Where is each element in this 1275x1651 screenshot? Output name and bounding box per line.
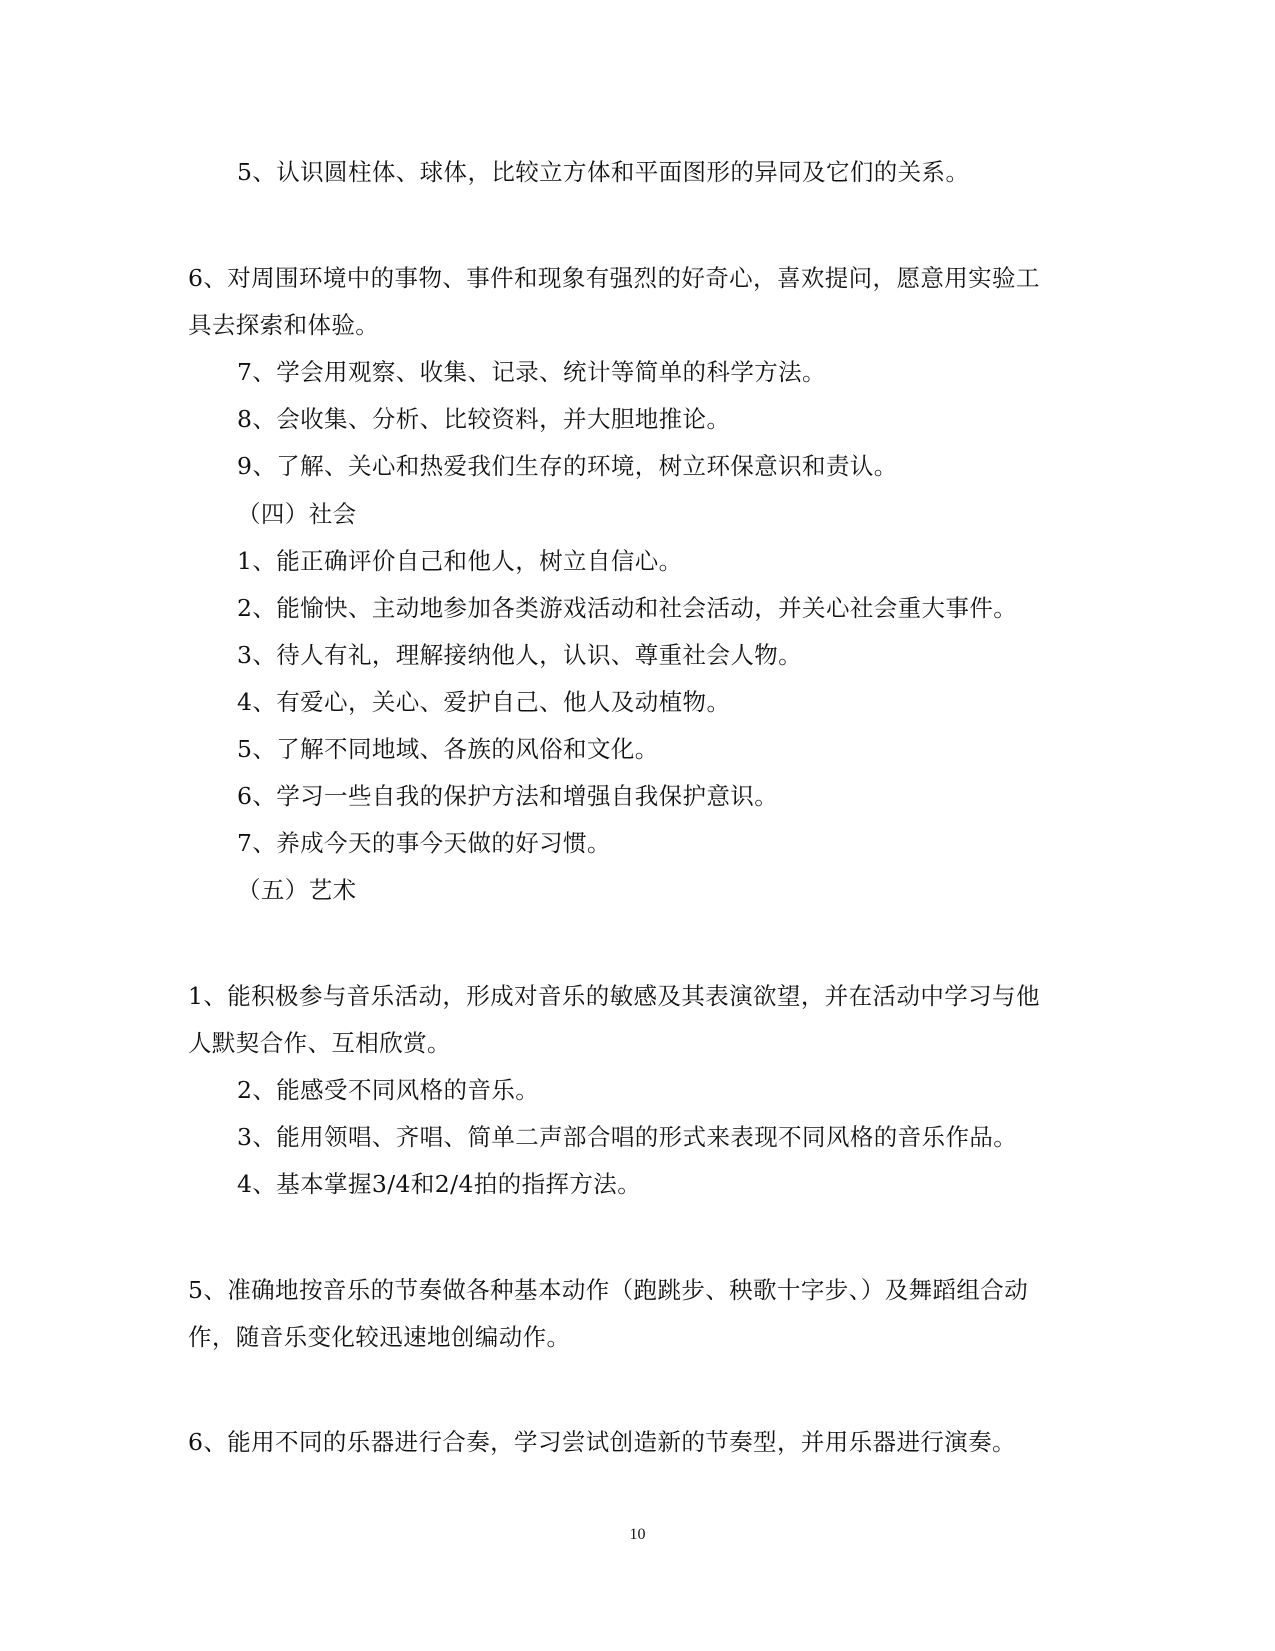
section-heading: （四）社会 xyxy=(237,500,357,528)
text-line: 8、会收集、分析、比较资料，并大胆地推论。 xyxy=(237,405,731,433)
text-line: 5、认识圆柱体、球体，比较立方体和平面图形的异同及它们的关系。 xyxy=(237,158,970,186)
text-line: 6、学习一些自我的保护方法和增强自我保护意识。 xyxy=(237,782,779,810)
text-line: 人默契合作、互相欣赏。 xyxy=(188,1029,451,1057)
text-line: 3、待人有礼，理解接纳他人，认识、尊重社会人物。 xyxy=(237,641,803,669)
text-line: 5、准确地按音乐的节奏做各种基本动作（跑跳步、秧歌十字步、）及舞蹈组合动 xyxy=(188,1276,1029,1304)
text-line: 4、基本掌握3/4和2/4拍的指挥方法。 xyxy=(237,1170,642,1198)
text-line: 作，随音乐变化较迅速地创编动作。 xyxy=(188,1323,571,1351)
text-line: 2、能愉快、主动地参加各类游戏活动和社会活动，并关心社会重大事件。 xyxy=(237,594,1018,622)
text-line: 9、了解、关心和热爱我们生存的环境，树立环保意识和责认。 xyxy=(237,452,898,480)
page-number: 10 xyxy=(629,1526,646,1543)
text-line: 7、养成今天的事今天做的好习惯。 xyxy=(237,829,611,857)
text-line: 1、能积极参与音乐活动，形成对音乐的敏感及其表演欲望，并在活动中学习与他 xyxy=(188,982,1040,1010)
section-heading: （五）艺术 xyxy=(237,876,357,904)
text-line: 6、对周围环境中的事物、事件和现象有强烈的好奇心，喜欢提问，愿意用实验工 xyxy=(188,264,1040,292)
text-line: 6、能用不同的乐器进行合奏，学习尝试创造新的节奏型，并用乐器进行演奏。 xyxy=(188,1428,1016,1456)
text-line: 3、能用领唱、齐唱、简单二声部合唱的形式来表现不同风格的音乐作品。 xyxy=(237,1123,1018,1151)
text-line: 4、有爱心，关心、爱护自己、他人及动植物。 xyxy=(237,688,731,716)
text-line: 2、能感受不同风格的音乐。 xyxy=(237,1076,540,1104)
text-line: 1、能正确评价自己和他人，树立自信心。 xyxy=(237,547,683,575)
text-line: 7、学会用观察、收集、记录、统计等简单的科学方法。 xyxy=(237,358,826,386)
text-line: 具去探索和体验。 xyxy=(188,311,380,339)
text-line: 5、了解不同地域、各族的风俗和文化。 xyxy=(237,735,659,763)
